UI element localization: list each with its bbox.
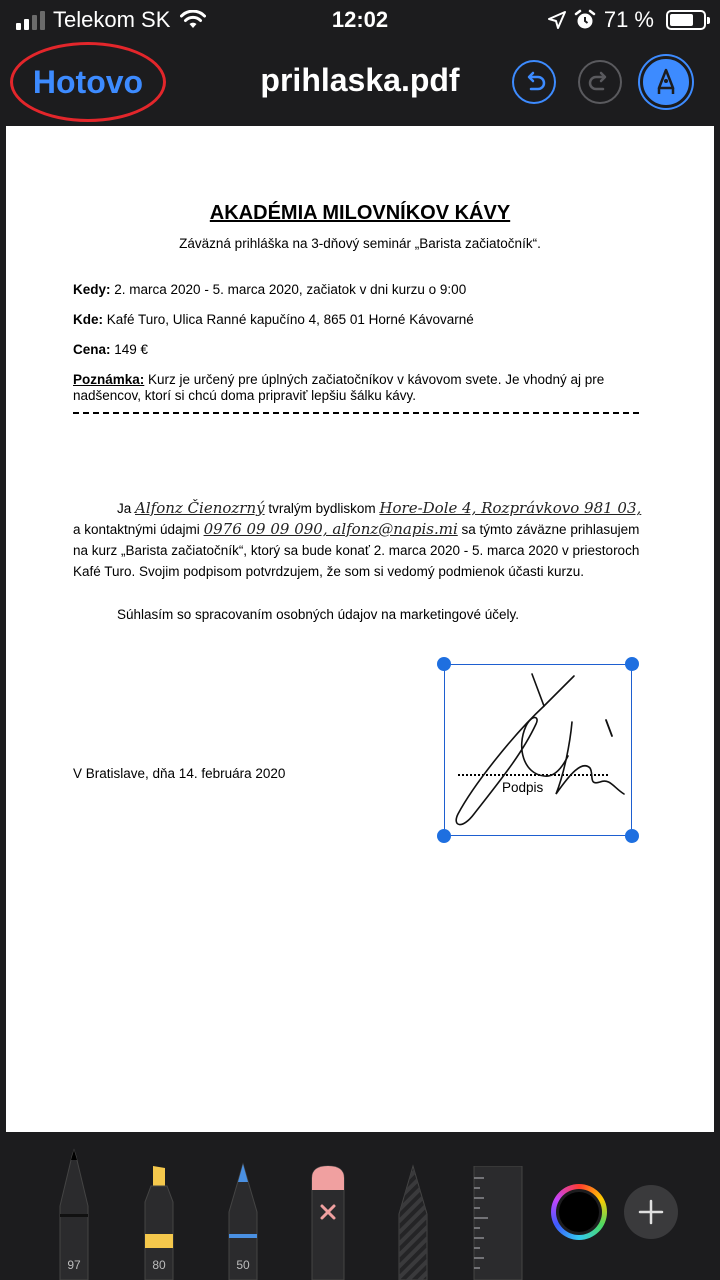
nav-bar	[0, 40, 720, 124]
location-arrow-icon	[548, 11, 566, 29]
eraser-tool[interactable]	[306, 1134, 350, 1280]
ruler-icon	[472, 1166, 524, 1280]
consent-text: Súhlasím so spracovaním osobných údajov na marketingové účely.	[117, 607, 519, 622]
document-subheading: Záväzná prihláška na 3-dňový seminár „Barista začiatočník“.	[179, 236, 541, 251]
lasso-icon	[393, 1134, 433, 1280]
note-value: Kurz je určený pre úplných začiatočníkov v kávovom svete. Je vhodný aj pre nadšencov, ktorí si chcú doma pripraviť lepšiu šálku kávy.	[73, 372, 605, 403]
markup-toggle-button[interactable]	[640, 56, 692, 108]
clock: 12:02	[331, 7, 389, 32]
price-label: Cena:	[73, 342, 111, 357]
price-line	[73, 342, 653, 358]
undo-button[interactable]	[512, 60, 556, 104]
carrier-name: Telekom SK	[53, 7, 171, 32]
application-paragraph	[73, 498, 645, 582]
highlighter-width-value: 80	[152, 1258, 166, 1272]
highlighter-tool[interactable]	[139, 1134, 179, 1280]
document-title: prihlaska.pdf	[260, 62, 460, 98]
divider-dashed	[73, 412, 639, 414]
p1-text-b: tvralým bydliskom	[264, 501, 380, 516]
resize-handle-bottom-right[interactable]	[625, 829, 639, 843]
markup-pen-icon	[651, 67, 681, 97]
pencil-tool[interactable]	[223, 1134, 263, 1280]
document-heading: AKADÉMIA MILOVNÍKOV KÁVY	[209, 202, 511, 224]
where-line	[73, 312, 653, 328]
where-label: Kde:	[73, 312, 103, 327]
p1-text-a: Ja	[117, 501, 136, 516]
color-picker-ring	[556, 1189, 602, 1235]
pencil-width-value: 50	[236, 1258, 250, 1272]
pen-tool[interactable]	[54, 1134, 94, 1280]
add-button[interactable]	[624, 1185, 678, 1239]
battery-percent: 71 %	[603, 7, 654, 32]
consent-paragraph	[73, 604, 645, 625]
redo-icon	[587, 69, 613, 95]
price-value: 149 €	[110, 342, 149, 357]
alarm-icon	[574, 9, 596, 31]
filled-address: Hore-Dole 4, Rozprávkovo 981 03,	[379, 499, 642, 517]
signature-selection-box[interactable]	[444, 664, 632, 836]
eraser-icon	[306, 1134, 350, 1280]
where-value: Kafé Turo, Ulica Ranné kapučíno 4, 865 01 Horné Kávovarné	[103, 312, 474, 327]
when-value: 2. marca 2020 - 5. marca 2020, začiatok v dni kurzu o 9:00	[110, 282, 467, 297]
when-label: Kedy:	[73, 282, 111, 297]
filled-name: Alfonz Čienozrný	[135, 499, 265, 517]
resize-handle-top-right[interactable]	[625, 657, 639, 671]
p1-text-c: a kontaktnými údajmi	[73, 522, 204, 537]
signature-label: Podpis	[502, 780, 544, 795]
pen-width-value: 97	[67, 1258, 81, 1272]
pdf-page[interactable]	[6, 126, 714, 1132]
color-picker-button[interactable]	[551, 1184, 607, 1240]
markup-toolbar	[0, 1134, 720, 1280]
resize-handle-top-left[interactable]	[437, 657, 451, 671]
note-label: Poznámka:	[73, 372, 145, 387]
battery-icon	[666, 10, 706, 30]
resize-handle-bottom-left[interactable]	[437, 829, 451, 843]
redo-button[interactable]	[578, 60, 622, 104]
plus-icon	[638, 1199, 664, 1225]
p1-text-d: sa týmto záväzne prihlasujem na kurz „Barista začiatočník“, ktorý sa bude konať 2. marca 2020 - 5. marca 2020 v priestoroch Kafé Turo. Svojim podpisom potvrdzujem, že som si vedomý podmienok účasti kurzu.	[73, 522, 640, 579]
when-line	[73, 282, 653, 298]
status-bar	[0, 0, 720, 40]
ruler-tool[interactable]	[472, 1166, 524, 1280]
place-date: V Bratislave, dňa 14. februára 2020	[73, 766, 286, 781]
undo-icon	[521, 69, 547, 95]
filled-contacts: 0976 09 09 090, alfonz@napis.mi	[203, 520, 458, 538]
lasso-tool[interactable]	[393, 1134, 433, 1280]
current-color-swatch	[559, 1192, 599, 1232]
note-line	[73, 372, 613, 404]
done-button[interactable]: Hotovo	[10, 42, 166, 122]
